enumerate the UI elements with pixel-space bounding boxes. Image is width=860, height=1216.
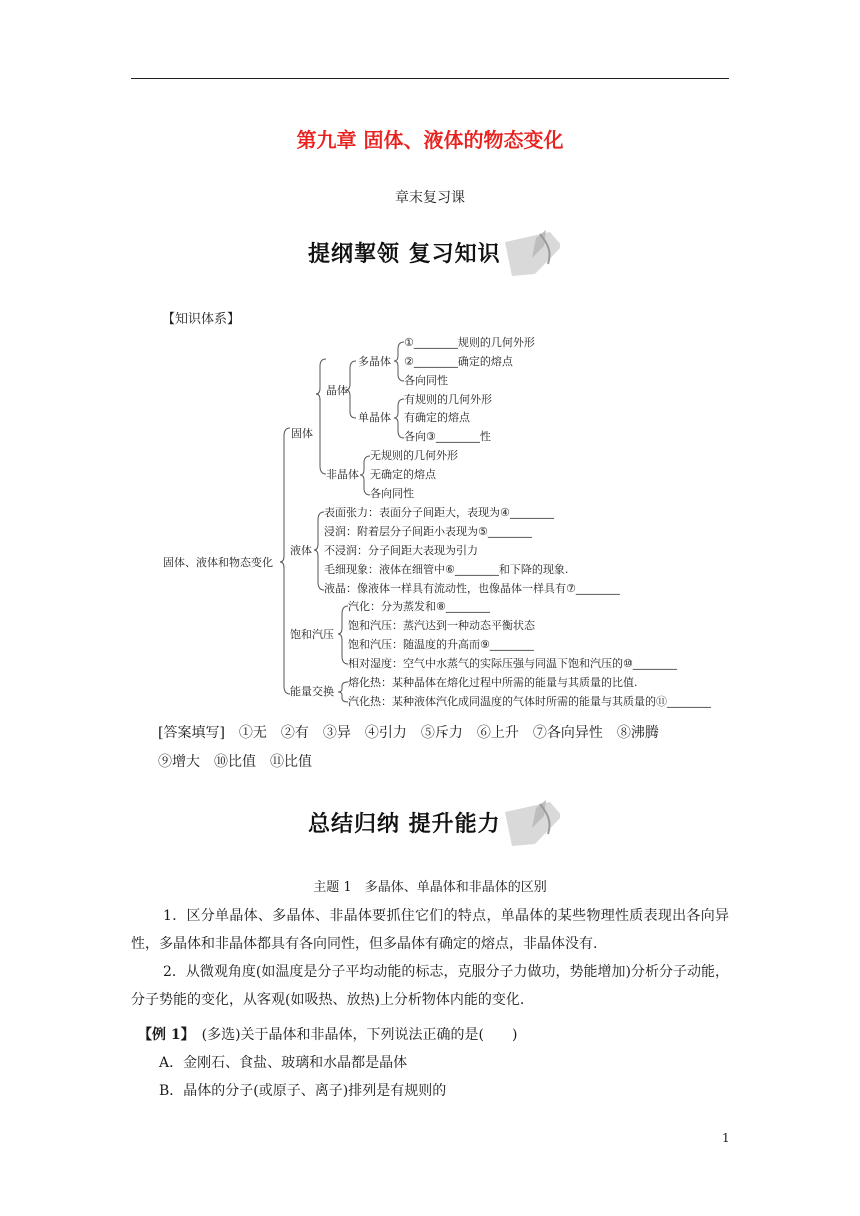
paragraph: 1．区分单晶体、多晶体、非晶体要抓住它们的特点，单晶体的某些物理性质表现出各向异性，多晶体和非晶体都具有各向同性，但多晶体有确定的熔点，非晶体没有. bbox=[131, 908, 729, 952]
map-amorphous-item: 无规则的几何外形 bbox=[370, 449, 458, 462]
map-root: 固体、液体和物态变化 bbox=[163, 556, 273, 569]
map-liquid-item: 不浸润：分子间距大表现为引力 bbox=[324, 544, 478, 557]
map-vapor-item: 饱和汽压：随温度的升高而⑨________ bbox=[348, 638, 534, 651]
map-node-liquid: 液体 bbox=[290, 544, 312, 557]
map-single-item: 有确定的熔点 bbox=[404, 411, 470, 424]
topic-title: 主题 1 多晶体、单晶体和非晶体的区别 bbox=[313, 880, 547, 895]
map-poly-item: ①________规则的几何外形 bbox=[404, 336, 535, 349]
map-poly-item: ②________确定的熔点 bbox=[404, 355, 513, 368]
answer-line: [答案填写] ①无 ②有 ③异 ④引力 ⑤斥力 ⑥上升 ⑦各向异性 ⑧沸腾 bbox=[158, 725, 659, 741]
paragraph: 2．从微观角度(如温度是分子平均动能的标志，克服分子力做功，势能增加)分析分子动能，分子势能的变化，从客观(如吸热、放热)上分析物体内能的变化. bbox=[131, 964, 729, 1008]
map-single-item: 各向③________性 bbox=[404, 430, 491, 443]
map-node-energy-exchange: 能量交换 bbox=[290, 685, 334, 698]
banner-summary bbox=[300, 794, 560, 854]
example-stem: (多选)关于晶体和非晶体，下列说法正确的是( ) bbox=[187, 1027, 518, 1043]
map-node-single-crystal: 单晶体 bbox=[358, 411, 391, 424]
banner-title: 提纲挈领 复习知识 bbox=[308, 242, 501, 267]
example-question bbox=[138, 1024, 517, 1046]
map-amorphous-item: 各向同性 bbox=[370, 487, 414, 500]
banner-title: 总结归纳 提升能力 bbox=[308, 812, 501, 837]
chapter-title: 第九章 固体、液体的物态变化 bbox=[296, 128, 564, 152]
map-node-solid: 固体 bbox=[291, 427, 313, 440]
example-label: 【例 1】 bbox=[138, 1027, 188, 1043]
map-amorphous-item: 无确定的熔点 bbox=[370, 468, 436, 481]
example-option: B．晶体的分子(或原子、离子)排列是有规则的 bbox=[159, 1083, 447, 1099]
map-node-polycrystal: 多晶体 bbox=[358, 355, 391, 368]
map-energy-item: 汽化热：某种液体汽化成同温度的气体时所需的能量与其质量的⑪________ bbox=[348, 695, 711, 708]
answer-key bbox=[158, 719, 758, 777]
map-node-amorphous: 非晶体 bbox=[326, 468, 359, 481]
answer-line: ⑨增大 ⑩比值 ⑪比值 bbox=[158, 754, 312, 770]
example-option: A．金刚石、食盐、玻璃和水晶都是晶体 bbox=[159, 1055, 408, 1071]
map-vapor-item: 汽化：分为蒸发和⑧________ bbox=[348, 600, 490, 613]
map-node-saturated-vapor: 饱和汽压 bbox=[290, 628, 334, 641]
map-liquid-item: 表面张力：表面分子间距大，表现为④________ bbox=[324, 506, 554, 519]
knowledge-system-label: 【知识体系】 bbox=[162, 312, 241, 327]
section-subtitle: 章末复习课 bbox=[395, 190, 465, 206]
map-poly-item: 各向同性 bbox=[404, 374, 448, 387]
map-energy-item: 熔化热：某种晶体在熔化过程中所需的能量与其质量的比值. bbox=[348, 676, 638, 689]
map-liquid-item: 液晶：像液体一样具有流动性，也像晶体一样具有⑦________ bbox=[324, 582, 620, 595]
map-liquid-item: 毛细现象：液体在细管中⑥________和下降的现象. bbox=[324, 563, 569, 576]
map-single-item: 有规则的几何外形 bbox=[404, 393, 492, 406]
page-number: 1 bbox=[722, 1131, 730, 1145]
map-node-crystal: 晶体 bbox=[326, 384, 348, 397]
map-liquid-item: 浸润：附着层分子间距小表现为⑤________ bbox=[324, 525, 532, 538]
map-vapor-item: 饱和汽压：蒸汽达到一种动态平衡状态 bbox=[348, 619, 535, 632]
map-vapor-item: 相对湿度：空气中水蒸气的实际压强与同温下饱和汽压的⑩________ bbox=[348, 657, 677, 670]
